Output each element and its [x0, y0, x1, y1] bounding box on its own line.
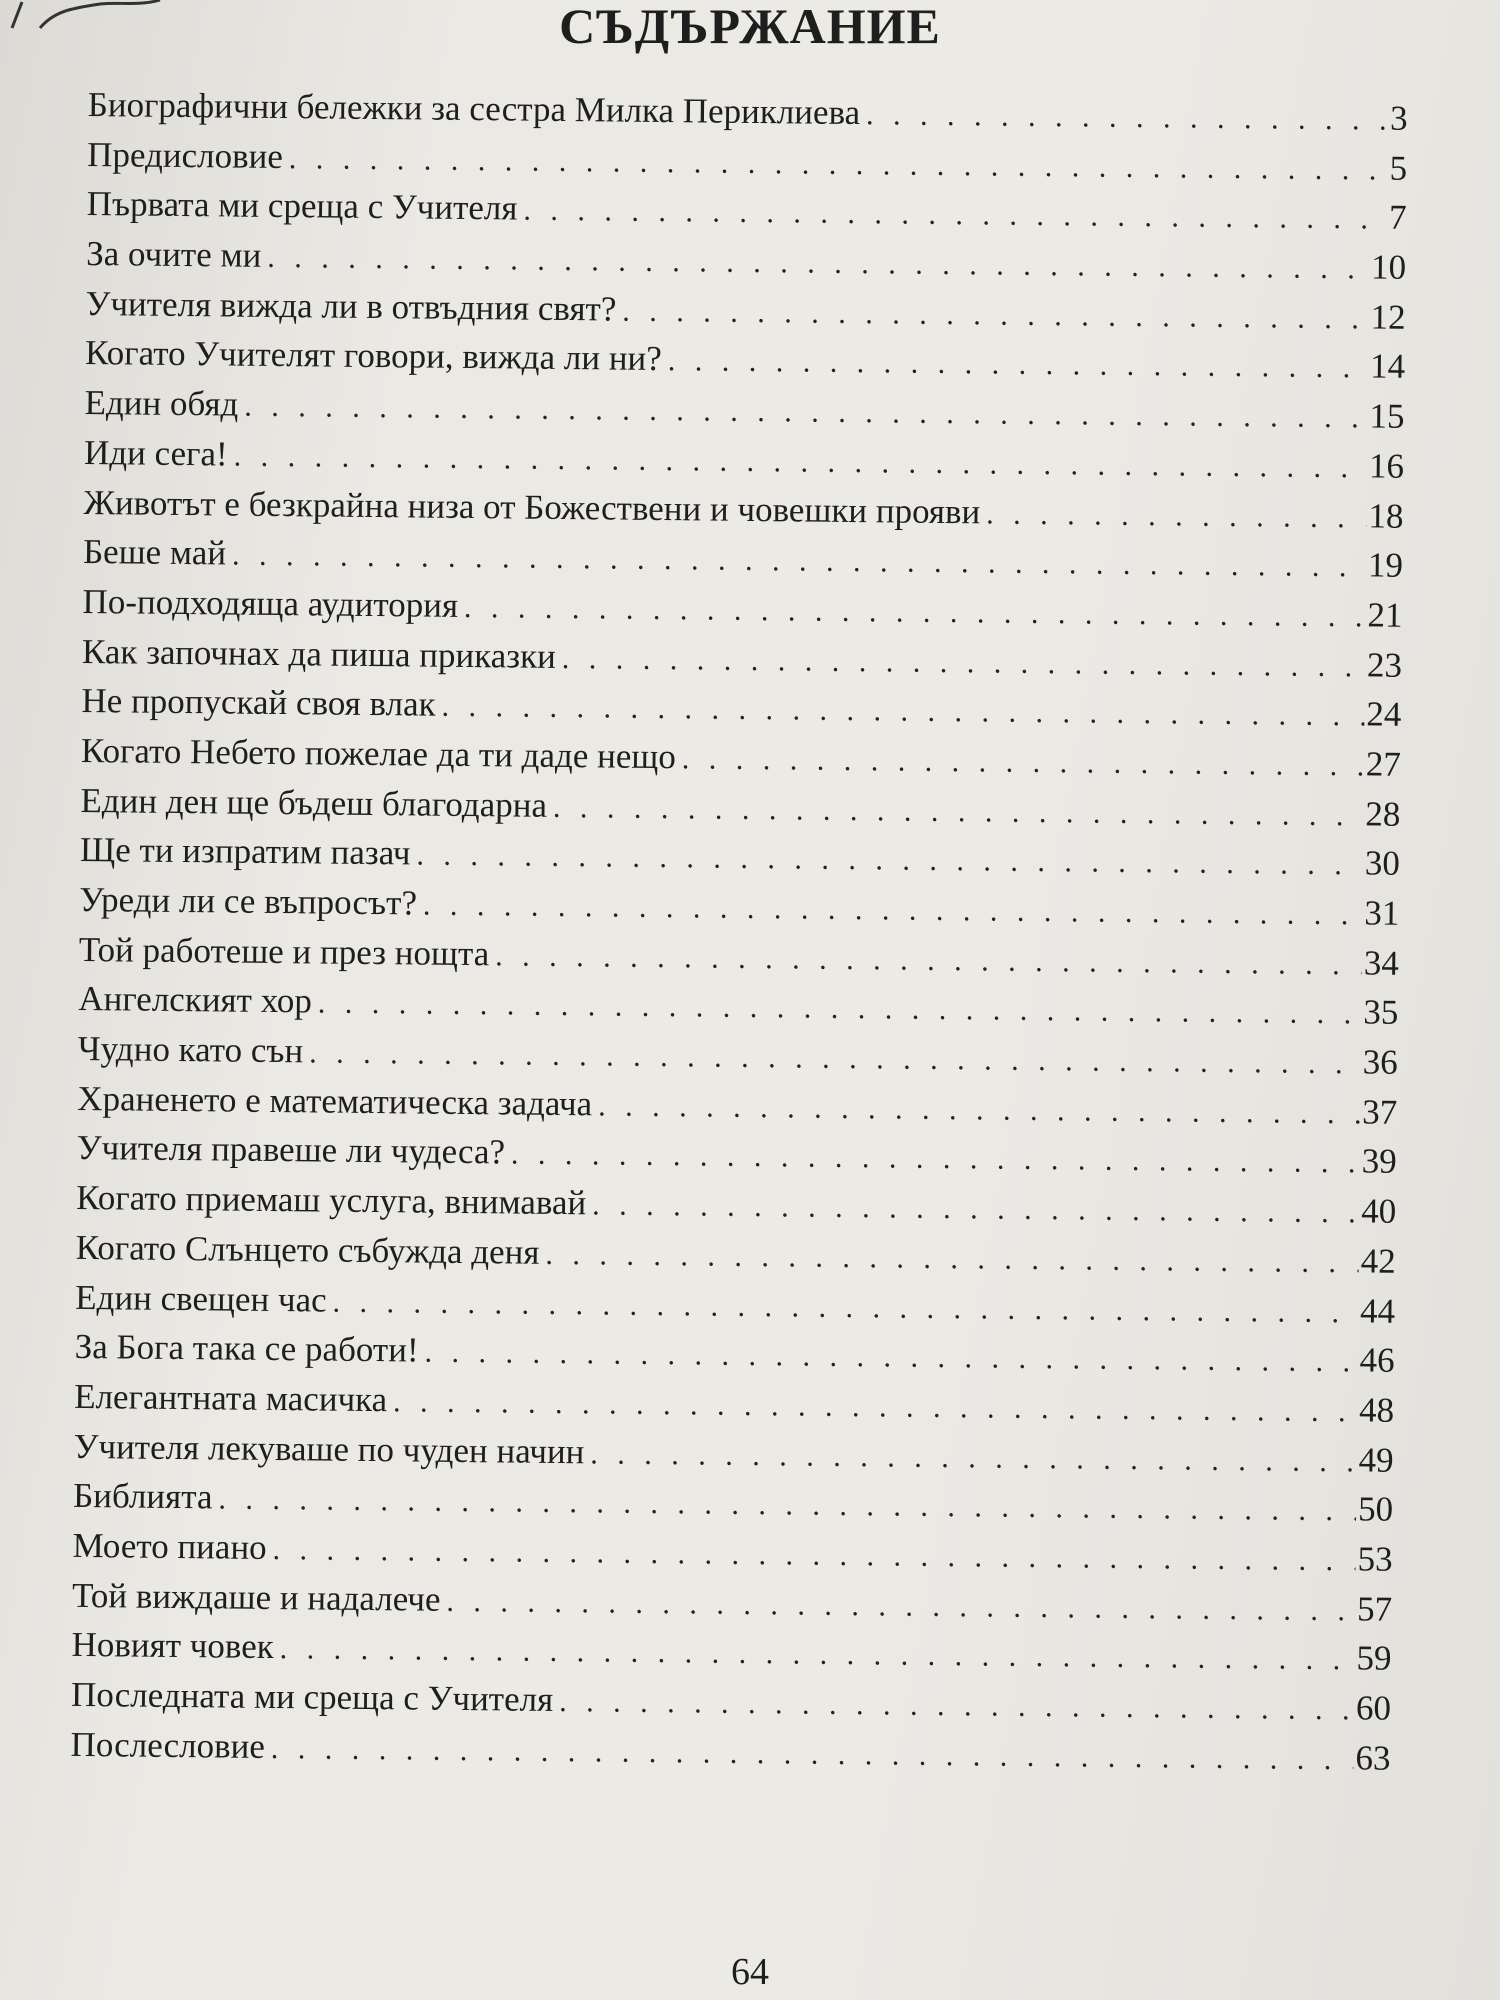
dot-leader [668, 337, 1369, 394]
toc-entry-page: 31 [1364, 893, 1400, 933]
toc-entry-title: Храненето е математическа задача [77, 1078, 593, 1124]
toc-entry-page: 24 [1366, 694, 1402, 735]
toc-entry-page: 34 [1363, 943, 1400, 983]
toc-entry-title: За Бога така се работи! [74, 1327, 419, 1370]
toc-entry-page: 48 [1358, 1390, 1395, 1430]
dot-leader [592, 1180, 1360, 1238]
toc-entry-title: Не пропускай своя влак [81, 681, 436, 724]
toc-entry-page: 63 [1355, 1738, 1391, 1778]
toc-entry-title: Когато Учителят говори, вижда ли ни? [84, 333, 663, 379]
toc-entry-title: Предисловие [87, 134, 284, 176]
toc-entry-title: Иди сега! [83, 432, 228, 474]
toc-entry-page: 27 [1365, 744, 1402, 784]
toc-entry-title: Учителя правеше ли чудеса? [76, 1128, 506, 1172]
toc-entry-title: Един ден ще бъдеш благодарна [80, 780, 548, 825]
toc-entry-title: Последната ми среща с Учителя [70, 1674, 554, 1719]
toc-entry-page: 18 [1368, 495, 1404, 536]
dot-leader [271, 1724, 1354, 1785]
toc-entry-title: Беше май [82, 532, 227, 573]
toc-entry-page: 14 [1369, 346, 1406, 387]
toc-entry-title: Биографични бележки за сестра Милка Периклиева [87, 84, 861, 133]
dot-leader [511, 1130, 1360, 1189]
toc-entry-title: Животът е безкрайна низа от Божествени и човешки прояви [83, 482, 981, 531]
toc-entry-title: Как започнах да пиша приказки [81, 631, 557, 676]
dot-leader [598, 1081, 1361, 1139]
toc-entry-title: Когато Слънцето събужда деня [75, 1227, 540, 1272]
toc-entry-page: 39 [1361, 1141, 1397, 1182]
dot-leader [590, 1429, 1357, 1487]
toc-entry-page: 21 [1367, 595, 1403, 635]
toc-entry-page: 10 [1370, 247, 1407, 287]
dot-leader [866, 90, 1389, 145]
toc-entry-page: 19 [1367, 545, 1404, 585]
dot-leader [562, 634, 1366, 692]
toc-entry-title: Той работеше и през нощта [78, 929, 490, 973]
toc-entry-title: Послесловие [70, 1724, 266, 1766]
toc-entry-page: 7 [1388, 198, 1407, 238]
toc-list [70, 80, 1408, 1783]
page-number: 64 [731, 1951, 769, 1993]
toc-title: СЪДЪРЖАНИЕ [559, 0, 941, 54]
dot-leader [495, 931, 1362, 990]
toc-entry-page: 49 [1358, 1439, 1394, 1480]
toc-entry-page: 5 [1389, 148, 1408, 188]
toc-entry-page: 40 [1361, 1191, 1397, 1231]
toc-entry-page: 50 [1357, 1489, 1394, 1529]
toc-entry-page: 3 [1389, 98, 1408, 138]
toc-entry-page: 37 [1362, 1092, 1398, 1132]
toc-entry-page: 42 [1360, 1241, 1396, 1281]
toc-entry-page: 16 [1368, 446, 1405, 486]
dot-leader [682, 734, 1365, 791]
toc-entry-page: 60 [1355, 1688, 1392, 1728]
toc-entry-page: 28 [1365, 794, 1401, 834]
toc-entry-title: Когато приемаш услуга, внимавай [76, 1178, 587, 1223]
dot-leader [622, 286, 1369, 344]
toc-entry-title: Новият човек [71, 1625, 274, 1667]
toc-entry-page: 57 [1356, 1588, 1393, 1629]
toc-entry-title: Ще ти изпратим пазач [79, 830, 411, 873]
toc-entry-page: 46 [1359, 1340, 1395, 1380]
toc-entry-title: Един обяд [84, 383, 239, 424]
dot-leader [545, 1230, 1359, 1288]
toc-entry-title: Учителя лекуваше по чуден начин [73, 1426, 585, 1471]
toc-entry-title: Той виждаше и надалече [71, 1575, 441, 1619]
toc-entry-title: Първата ми среща с Учителя [86, 184, 518, 228]
toc-entry-page: 44 [1359, 1290, 1396, 1331]
toc-entry-page: 30 [1364, 843, 1401, 884]
toc-entry-page: 36 [1362, 1042, 1398, 1082]
toc-entry-title: Библията [72, 1476, 213, 1517]
toc-entry-title: Когато Небето пожелае да ти даде нещо [80, 730, 677, 777]
toc-entry-title: Уреди ли се въпросът? [79, 879, 418, 923]
toc-entry-title: Един свещен час [75, 1277, 327, 1320]
toc-entry-title: За очите ми [85, 234, 262, 275]
dot-leader [553, 783, 1364, 841]
toc-entry-page: 59 [1356, 1638, 1392, 1679]
dot-leader [986, 489, 1367, 543]
toc-entry-title: Учителя вижда ли в отвъдния свят? [85, 283, 617, 329]
toc-entry-page: 53 [1357, 1539, 1393, 1579]
dot-leader [523, 186, 1387, 245]
toc-entry-title: Моето пиано [72, 1525, 267, 1567]
toc-entry-title: Елегантната масичка [74, 1376, 388, 1420]
toc-entry-title: По-подходяща аудитория [82, 581, 459, 625]
toc-entry-title: Чудно като сън [77, 1029, 304, 1071]
toc-entry-page: 15 [1369, 396, 1405, 436]
toc-entry-page: 35 [1363, 992, 1399, 1033]
toc-entry-page: 23 [1366, 644, 1403, 685]
dot-leader [559, 1677, 1354, 1735]
toc-entry-title: Ангелският хор [78, 979, 313, 1021]
toc-entry-page: 12 [1370, 297, 1406, 337]
